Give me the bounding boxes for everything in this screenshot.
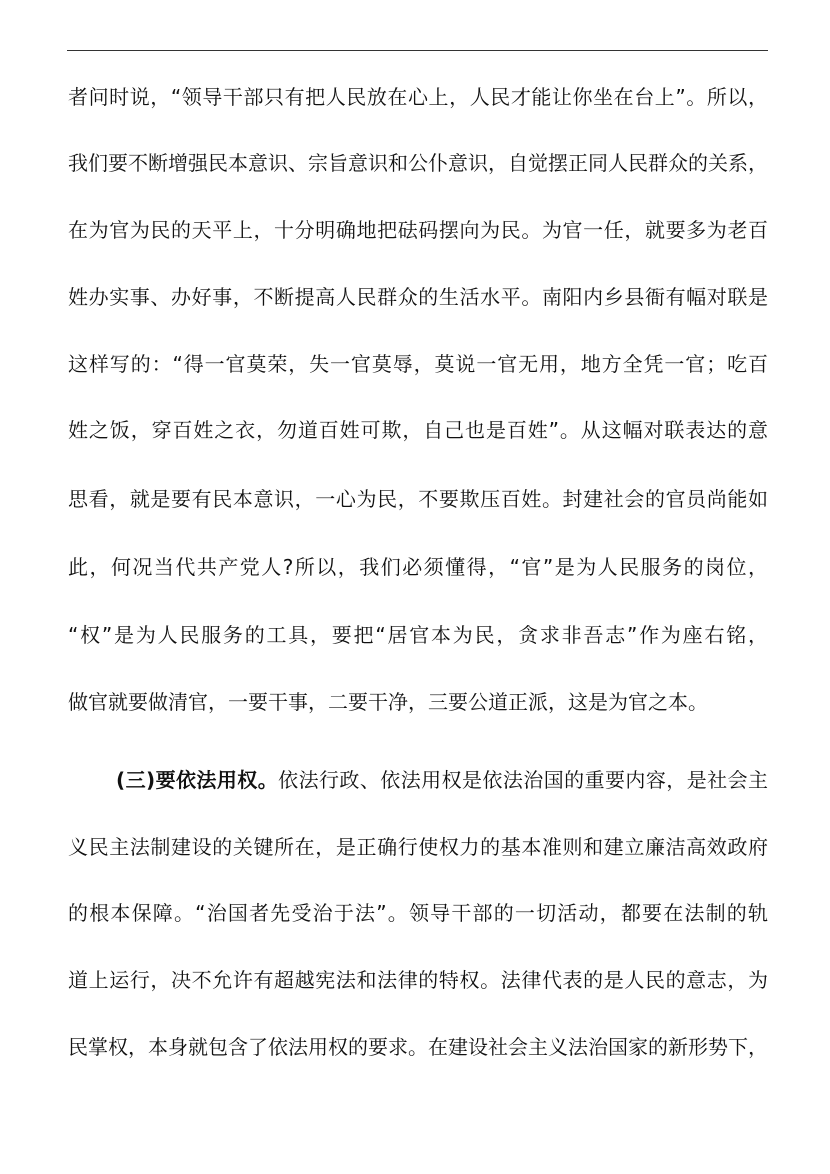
text-line: 我们要不断增强民本意识、宗旨意识和公仆意识，自觉摆正同人民群众的关系， (68, 151, 768, 175)
text-line: “权”是为人民服务的工具，要把“居官本为民，贪求非吾志”作为座右铭， (68, 623, 768, 647)
text-line: 在为官为民的天平上，十分明确地把砝码摆向为民。为官一任，就要多为老百 (68, 218, 768, 242)
text-line: 义民主法制建设的关键所在，是正确行使权力的基本准则和建立廉洁高效政府 (68, 835, 768, 859)
text-line: 道上运行，决不允许有超越宪法和法律的特权。法律代表的是人民的意志，为 (68, 968, 768, 992)
text-line (68, 760, 768, 800)
text-span: 依法行政、依法用权是依法治国的重要内容，是社会主 (278, 768, 769, 792)
text-line: 姓办实事、办好事，不断提高人民群众的生活水平。南阳内乡县衙有幅对联是 (68, 285, 768, 309)
text-line: 此，何况当代共产党人?所以，我们必须懂得，“官”是为人民服务的岗位， (68, 555, 768, 579)
text-line: 这样写的：“得一官莫荣，失一官莫辱，莫说一官无用，地方全凭一官；吃百 (68, 352, 768, 376)
text-line: 的根本保障。“治国者先受治于法”。领导干部的一切活动，都要在法制的轨 (68, 901, 768, 925)
section-heading: (三)要依法用权。 (116, 768, 279, 792)
text-line: 民掌权，本身就包含了依法用权的要求。在建设社会主义法治国家的新形势下， (68, 1035, 768, 1059)
text-line: 姓之饭，穿百姓之衣，勿道百姓可欺，自己也是百姓”。从这幅对联表达的意 (68, 418, 768, 442)
text-line: 思看，就是要有民本意识，一心为民，不要欺压百姓。封建社会的官员尚能如 (68, 487, 768, 511)
text-line: 者问时说，“领导干部只有把人民放在心上，人民才能让你坐在台上”。所以， (68, 85, 768, 109)
text-line: 做官就要做清官，一要干事，二要干净，三要公道正派，这是为官之本。 (68, 690, 708, 714)
header-rule (67, 50, 768, 51)
